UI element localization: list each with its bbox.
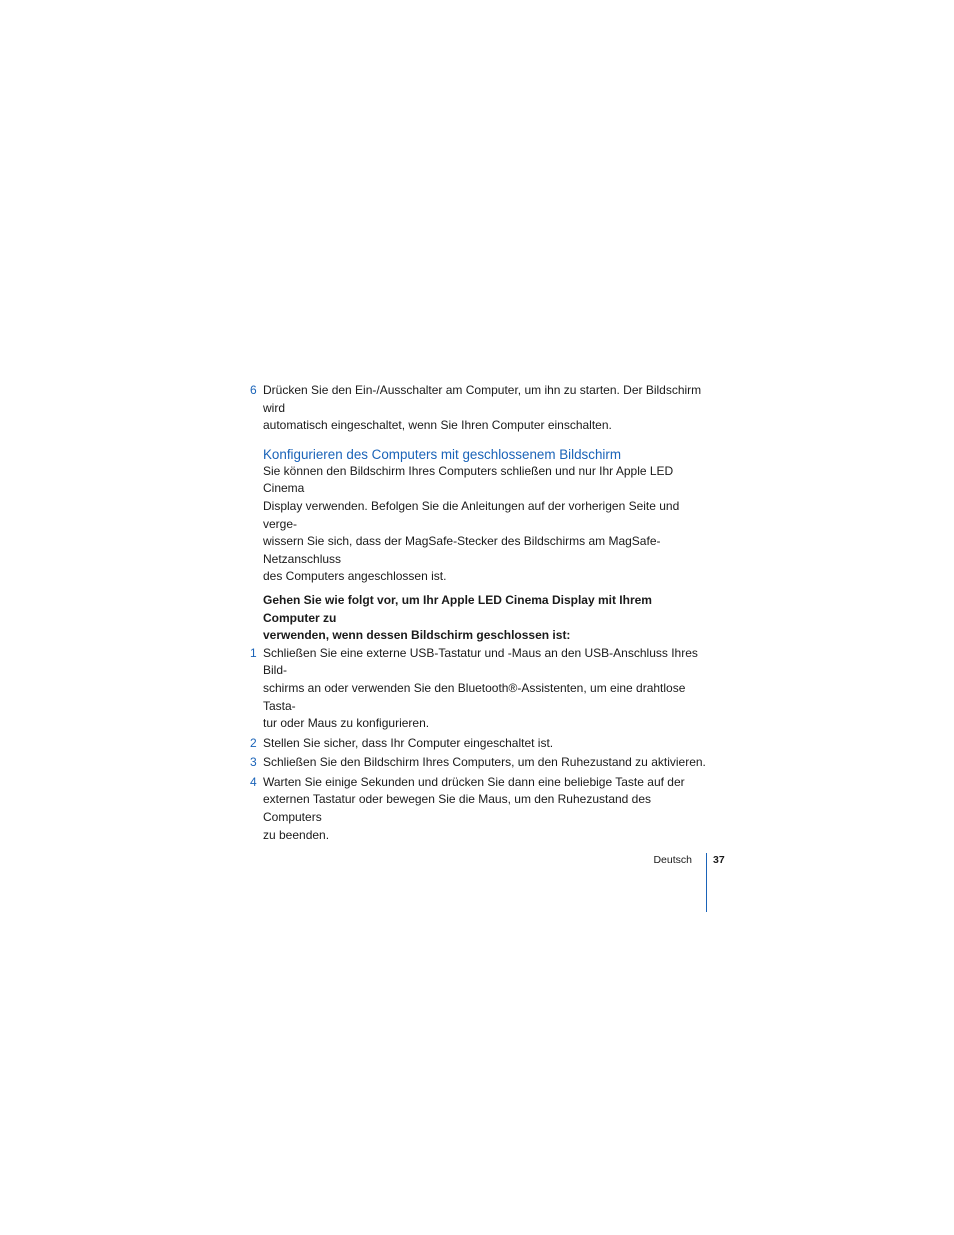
step-text: Warten Sie einige Sekunden und drücken Sie dann eine beliebige Taste auf der externen Tastatur oder bewegen Sie die Maus, um den Ruhezustand des Computers zu beenden. xyxy=(263,774,685,842)
section-heading: Konfigurieren des Computers mit geschlossenem Bildschirm xyxy=(263,446,621,462)
section-paragraph: Sie können den Bildschirm Ihres Computers schließen und nur Ihr Apple LED Cinema Display verwenden. Befolgen Sie die Anleitungen auf der vorherigen Seite und verge- wissern Sie sich, dass der MagSafe-Stecker des Bildschirms am MagSafe-Netzanschluss des Computers angeschlossen ist. xyxy=(263,463,680,584)
footer-language-label: Deutsch xyxy=(653,854,692,866)
step-number: 3 xyxy=(250,755,257,770)
step-number: 6 xyxy=(250,383,257,397)
step-number: 4 xyxy=(250,774,257,789)
instruction-lead: Gehen Sie wie folgt vor, um Ihr Apple LED Cinema Display mit Ihrem Computer zu verwenden, wenn dessen Bildschirm geschlossen ist: xyxy=(263,592,652,643)
step-number: 1 xyxy=(250,645,257,660)
step-number: 2 xyxy=(250,735,257,750)
step-text: Stellen Sie sicher, dass Ihr Computer eingeschaltet ist. xyxy=(263,735,554,750)
page-content xyxy=(250,382,709,844)
page-number: 37 xyxy=(713,854,725,866)
intro-step xyxy=(250,382,709,435)
step-text: Schließen Sie den Bildschirm Ihres Computers, um den Ruhezustand zu aktivieren. xyxy=(263,755,706,770)
step-text: Schließen Sie eine externe USB-Tastatur und -Maus an den USB-Anschluss Ihres Bild- schirms an oder verwenden Sie den Bluetooth®-Assistenten, um eine drahtlose Tasta- tur oder Maus zu konfigurieren. xyxy=(263,645,698,731)
steps-list xyxy=(250,645,709,845)
list-item xyxy=(250,754,709,772)
step-text: Drücken Sie den Ein-/Ausschalter am Computer, um ihn zu starten. Der Bildschirm wird automatisch eingeschaltet, wenn Sie Ihren Computer einschalten. xyxy=(263,383,702,433)
footer-divider xyxy=(706,853,707,912)
list-item xyxy=(250,735,709,753)
list-item xyxy=(250,774,709,844)
list-item xyxy=(250,645,709,733)
